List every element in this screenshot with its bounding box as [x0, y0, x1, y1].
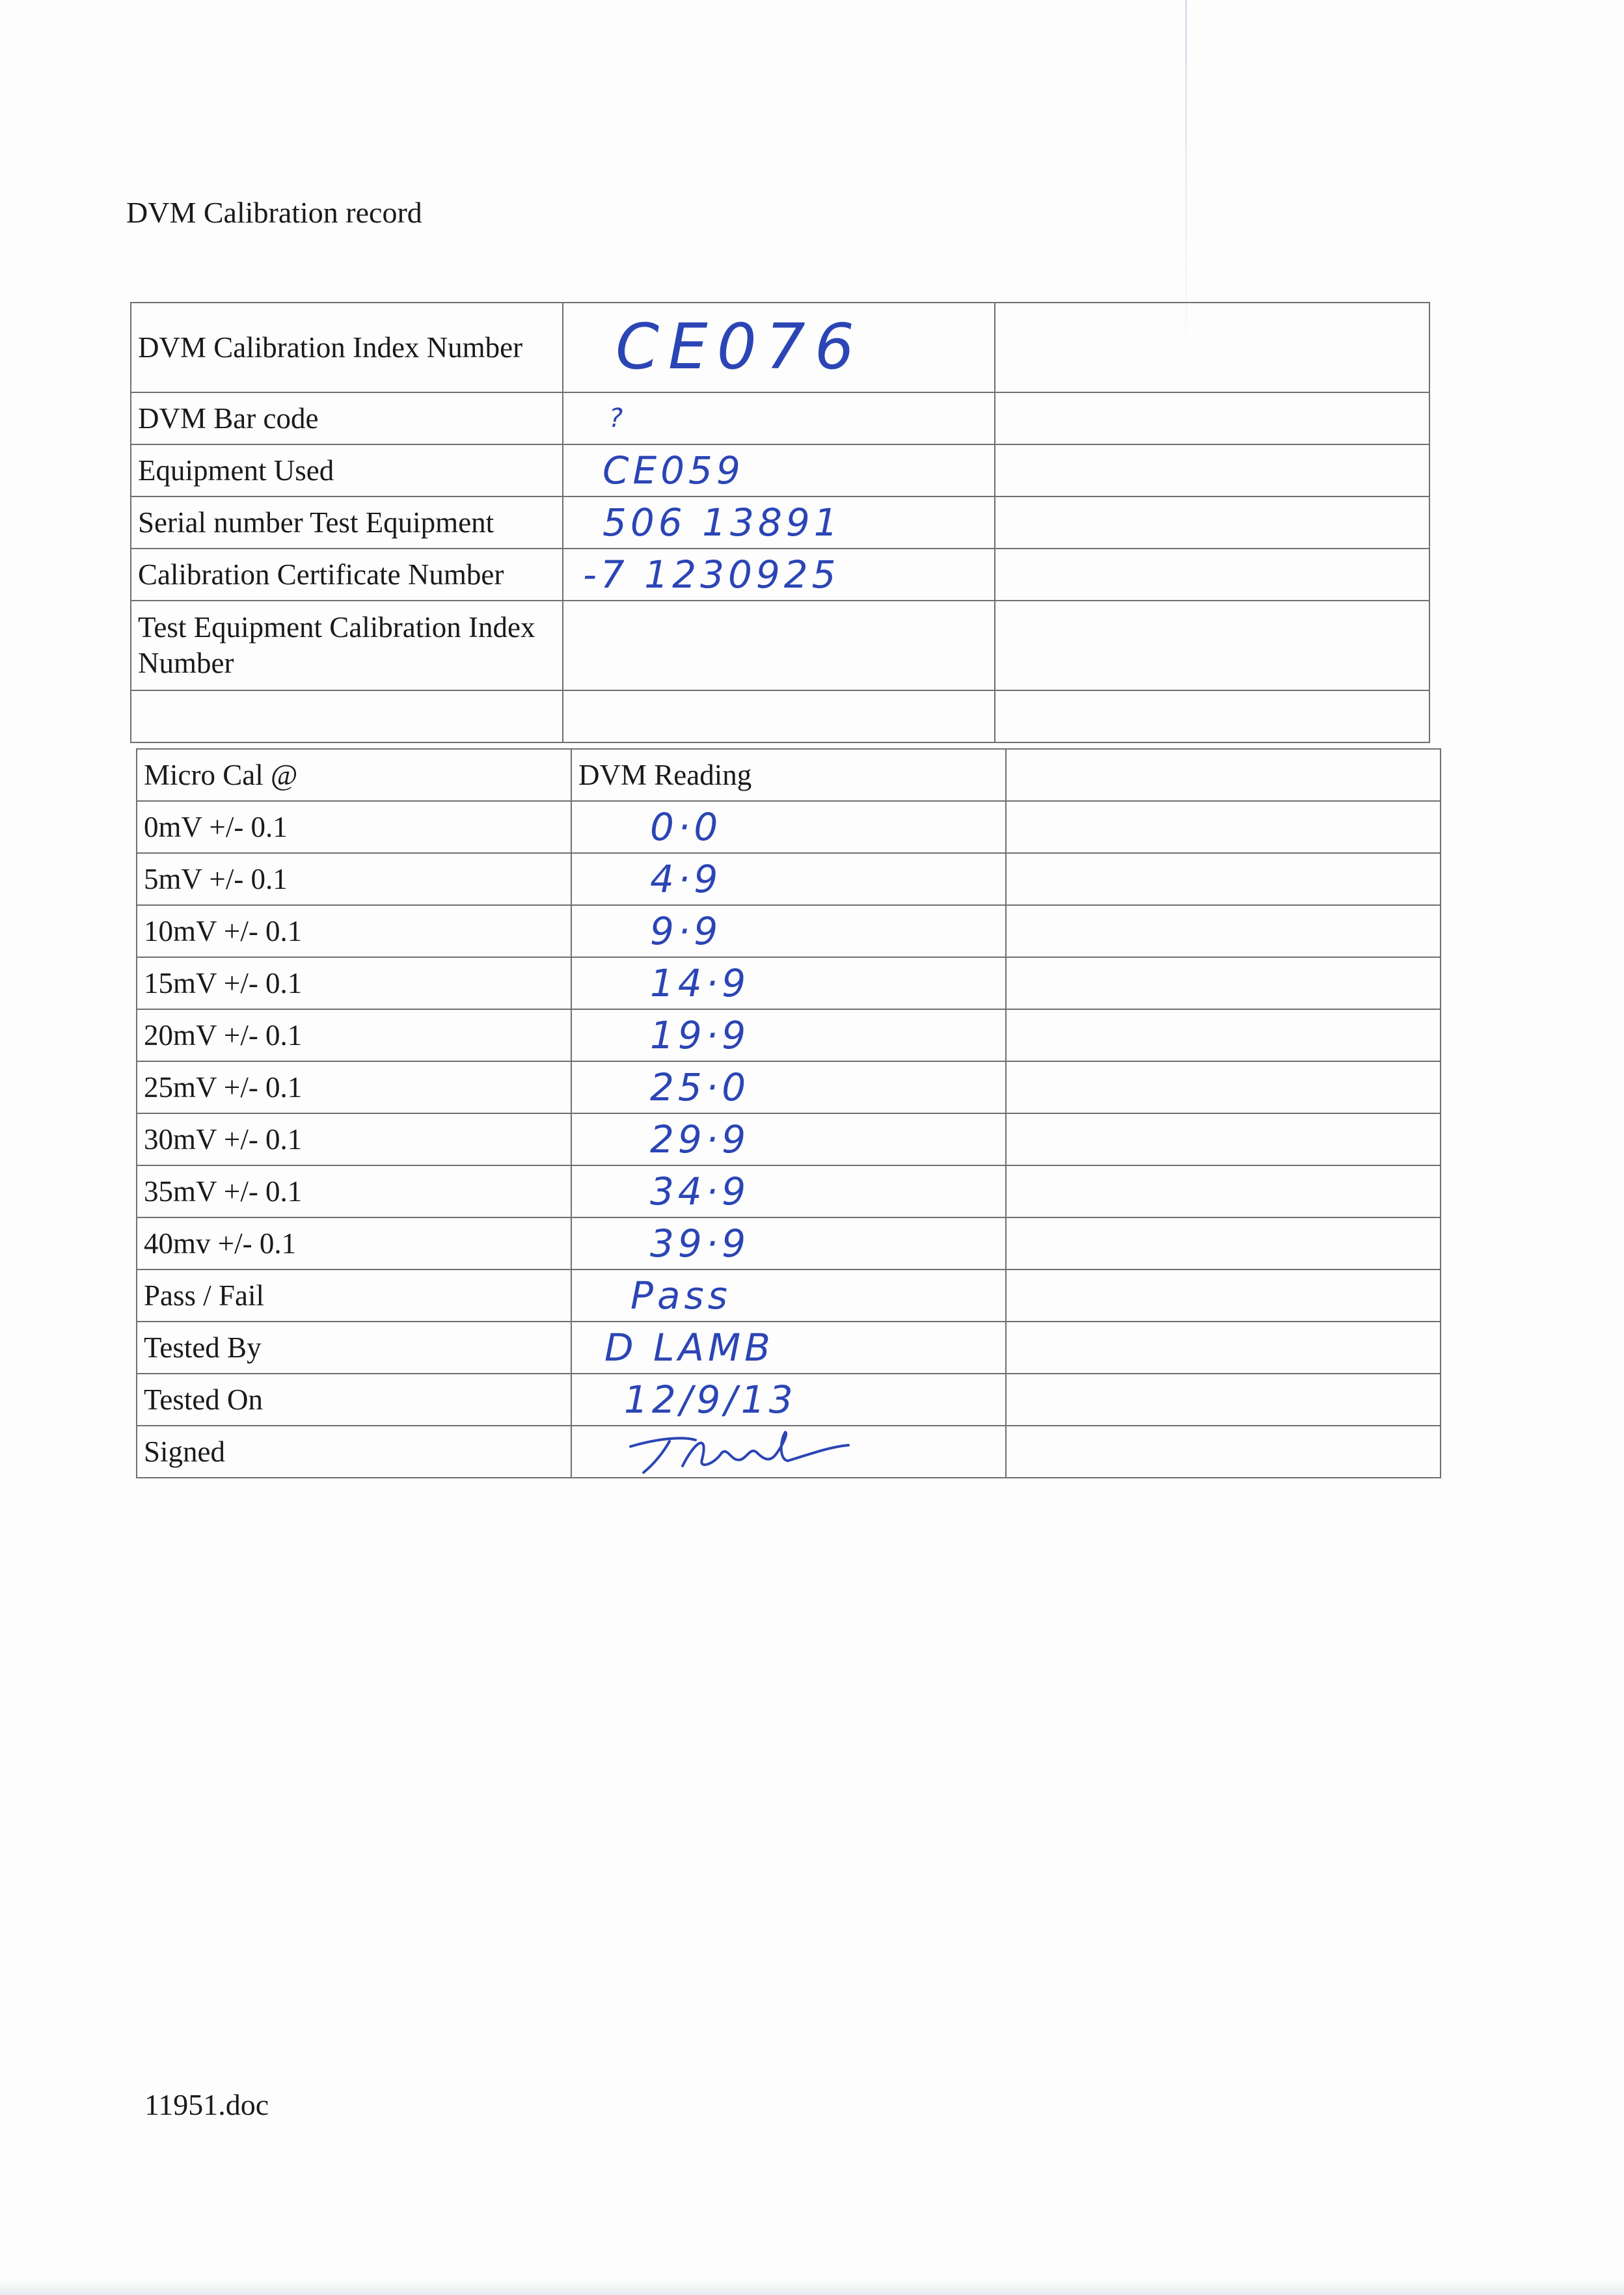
dvm-reading-value: 34·9 [571, 1165, 1006, 1217]
empty-cell [1006, 1165, 1441, 1217]
empty-cell [1006, 853, 1441, 905]
micro-cal-value: 10mV +/- 0.1 [137, 905, 571, 957]
handwritten-signature [617, 1427, 852, 1476]
empty-cell [995, 549, 1429, 601]
empty-cell [995, 392, 1429, 444]
pass-fail-value: Pass [571, 1270, 1006, 1322]
table-row [131, 392, 1429, 444]
tested-by-label: Tested By [137, 1322, 571, 1374]
index-number-value: CE076 [563, 303, 995, 392]
certificate-number-value: -7 1230925 [563, 549, 995, 601]
table-row [131, 303, 1429, 392]
blank-value [563, 690, 995, 742]
reading-row [137, 801, 1441, 853]
dvm-reading-value: 39·9 [571, 1217, 1006, 1270]
table-row [137, 1322, 1441, 1374]
serial-number-value: 506 13891 [563, 496, 995, 549]
empty-cell [1006, 1061, 1441, 1113]
table-row [131, 444, 1429, 496]
dvm-reading-value: 29·9 [571, 1113, 1006, 1165]
empty-cell [995, 601, 1429, 690]
dvm-reading-header: DVM Reading [571, 749, 1006, 801]
micro-cal-header: Micro Cal @ [137, 749, 571, 801]
empty-cell [1006, 1374, 1441, 1426]
table-row [137, 1374, 1441, 1426]
tested-on-value: 12/9/13 [571, 1374, 1006, 1426]
bar-code-label: DVM Bar code [131, 392, 563, 444]
empty-cell [1006, 905, 1441, 957]
empty-cell [1006, 1217, 1441, 1270]
reading-row [137, 905, 1441, 957]
empty-cell [1006, 957, 1441, 1009]
tested-by-value: D LAMB [571, 1322, 1006, 1374]
scan-bottom-edge [0, 2281, 1624, 2295]
dvm-reading-value: 0·0 [571, 801, 1006, 853]
test-equipment-index-label: Test Equipment Calibration Index Number [131, 601, 563, 690]
table-row [137, 1270, 1441, 1322]
test-equipment-index-value [563, 601, 995, 690]
readings-table [136, 748, 1441, 1478]
empty-cell [995, 496, 1429, 549]
micro-cal-value: 15mV +/- 0.1 [137, 957, 571, 1009]
micro-cal-value: 0mV +/- 0.1 [137, 801, 571, 853]
table-row [137, 1426, 1441, 1478]
dvm-reading-value: 25·0 [571, 1061, 1006, 1113]
empty-cell [1006, 1113, 1441, 1165]
micro-cal-value: 20mV +/- 0.1 [137, 1009, 571, 1061]
empty-cell [995, 444, 1429, 496]
signed-label: Signed [137, 1426, 571, 1478]
micro-cal-value: 35mV +/- 0.1 [137, 1165, 571, 1217]
document-filename: 11951.doc [144, 2088, 269, 2121]
empty-cell [1006, 1009, 1441, 1061]
empty-cell [1006, 749, 1441, 801]
index-number-label: DVM Calibration Index Number [131, 303, 563, 392]
empty-cell [995, 690, 1429, 742]
pass-fail-label: Pass / Fail [137, 1270, 571, 1322]
empty-cell [995, 303, 1429, 392]
dvm-reading-value: 9·9 [571, 905, 1006, 957]
reading-row [137, 1165, 1441, 1217]
reading-row [137, 1061, 1441, 1113]
empty-cell [1006, 1322, 1441, 1374]
micro-cal-value: 25mV +/- 0.1 [137, 1061, 571, 1113]
certificate-number-label: Calibration Certificate Number [131, 549, 563, 601]
readings-header-row [137, 749, 1441, 801]
reading-row [137, 853, 1441, 905]
equipment-table [130, 302, 1430, 743]
table-row [131, 496, 1429, 549]
dvm-reading-value: 4·9 [571, 853, 1006, 905]
signature-cell [571, 1426, 1006, 1478]
blank-label [131, 690, 563, 742]
reading-row [137, 957, 1441, 1009]
dvm-reading-value: 19·9 [571, 1009, 1006, 1061]
micro-cal-value: 40mv +/- 0.1 [137, 1217, 571, 1270]
bar-code-value: ? [563, 392, 995, 444]
tested-on-label: Tested On [137, 1374, 571, 1426]
table-row [131, 549, 1429, 601]
serial-number-label: Serial number Test Equipment [131, 496, 563, 549]
table-row [131, 601, 1429, 690]
equipment-used-value: CE059 [563, 444, 995, 496]
equipment-used-label: Equipment Used [131, 444, 563, 496]
reading-row [137, 1217, 1441, 1270]
page-title: DVM Calibration record [126, 196, 422, 229]
empty-cell [1006, 801, 1441, 853]
empty-cell [1006, 1270, 1441, 1322]
micro-cal-value: 30mV +/- 0.1 [137, 1113, 571, 1165]
empty-cell [1006, 1426, 1441, 1478]
reading-row [137, 1113, 1441, 1165]
micro-cal-value: 5mV +/- 0.1 [137, 853, 571, 905]
reading-row [137, 1009, 1441, 1061]
dvm-reading-value: 14·9 [571, 957, 1006, 1009]
table-row [131, 690, 1429, 742]
